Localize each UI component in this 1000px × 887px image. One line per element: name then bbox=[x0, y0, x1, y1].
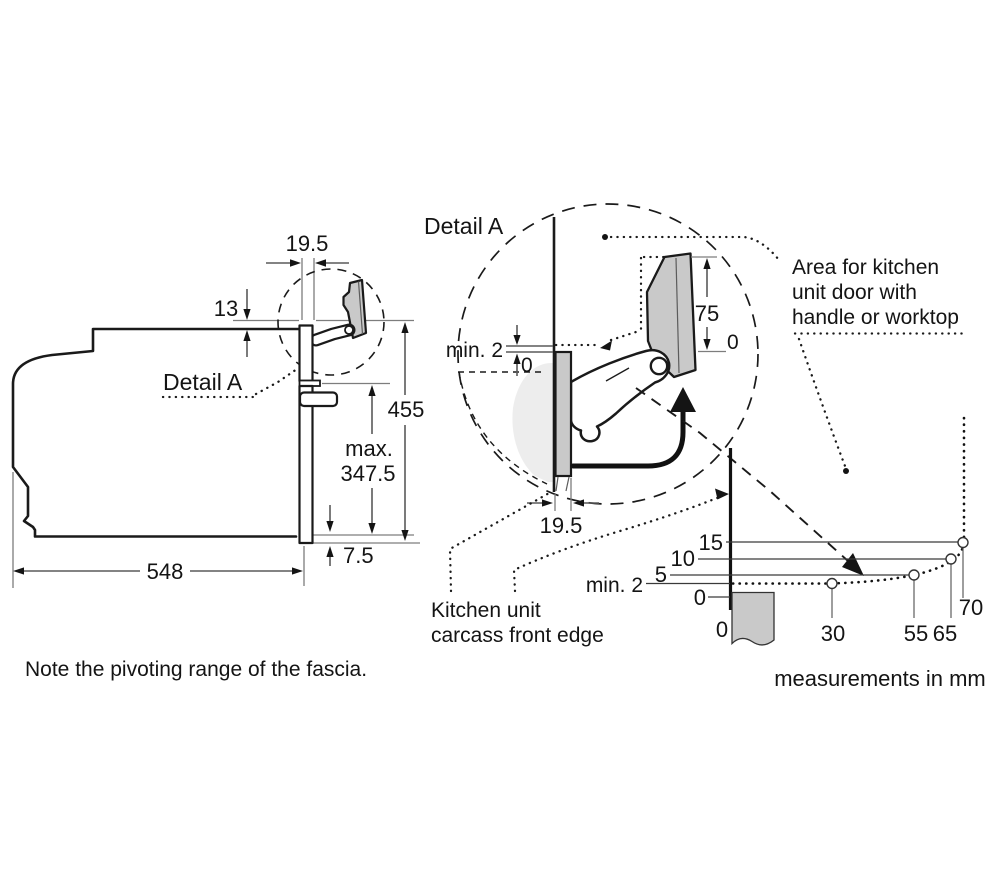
kitchen-door-section bbox=[732, 593, 774, 645]
graph-caption: measurements in mm bbox=[774, 666, 986, 691]
hinge-pivot bbox=[651, 358, 667, 374]
graph-y-tick-0: 0 bbox=[693, 585, 706, 610]
projection-graph bbox=[586, 418, 986, 691]
area-door-line3: handle or worktop bbox=[792, 306, 959, 329]
graph-x-tick-0: 0 bbox=[715, 617, 729, 642]
dim-max-label: max. bbox=[345, 436, 393, 461]
dim-19-5-top bbox=[266, 231, 349, 267]
graph-x-tick-30: 30 bbox=[820, 621, 846, 646]
graph-y-tick-5: 5 bbox=[654, 562, 667, 587]
graph-x-tick-70: 70 bbox=[958, 595, 984, 620]
dim-548 bbox=[13, 559, 303, 584]
area-door-leader bbox=[799, 339, 845, 466]
dim-zero-rise-label: 0 bbox=[727, 331, 739, 354]
detail-a-circle bbox=[458, 204, 758, 504]
dim-455 bbox=[388, 322, 425, 541]
dim-75 bbox=[691, 257, 739, 354]
graph-y-tick-min2: min. 2 bbox=[585, 574, 643, 597]
door-front bbox=[300, 386, 313, 543]
dim-19-5-detail-label: 19.5 bbox=[539, 513, 583, 538]
detail-a-title: Detail A bbox=[424, 213, 504, 239]
graph-x-tick-65: 65 bbox=[932, 621, 958, 646]
dim-548-label: 548 bbox=[146, 559, 184, 584]
detail-callout-circle bbox=[278, 269, 384, 375]
detail-a-marker-label: Detail A bbox=[163, 369, 243, 395]
annotation-area-door bbox=[792, 256, 966, 474]
door-handle bbox=[300, 393, 337, 407]
carcass-line2: carcass front edge bbox=[431, 624, 604, 647]
dim-7-5-label: 7.5 bbox=[343, 543, 374, 568]
graph-x-tick-55: 55 bbox=[903, 621, 929, 646]
dim-zero-top-label: 0 bbox=[521, 354, 533, 377]
graph-y-tick-15: 15 bbox=[698, 530, 723, 555]
dim-75-label: 75 bbox=[694, 301, 720, 326]
area-leader-dot bbox=[602, 234, 608, 240]
dim-13 bbox=[214, 289, 251, 357]
dim-455-label: 455 bbox=[387, 397, 425, 422]
dim-min-2-label: min. 2 bbox=[445, 339, 503, 362]
oven-body-outline bbox=[13, 329, 299, 537]
dim-19-5-top-label: 19.5 bbox=[285, 231, 329, 256]
area-door-line1: Area for kitchen bbox=[792, 256, 940, 279]
carcass-line1: Kitchen unit bbox=[431, 599, 541, 622]
carcass-leader-detail bbox=[450, 492, 551, 591]
mini-hinge-pivot bbox=[345, 326, 353, 334]
note-text: Note the pivoting range of the fascia. bbox=[25, 658, 368, 681]
fascia-swept-area bbox=[512, 363, 553, 482]
detail-a-marker bbox=[163, 369, 297, 397]
area-door-line2: unit door with bbox=[792, 281, 917, 304]
dim-13-label: 13 bbox=[213, 296, 239, 321]
closed-fascia bbox=[556, 352, 572, 476]
dim-7-5 bbox=[326, 505, 373, 568]
oven-side-view bbox=[13, 231, 424, 588]
fascia-panel-front bbox=[300, 326, 313, 382]
graph-y-tick-10: 10 bbox=[670, 546, 695, 571]
dim-max-value: 347.5 bbox=[340, 461, 396, 486]
